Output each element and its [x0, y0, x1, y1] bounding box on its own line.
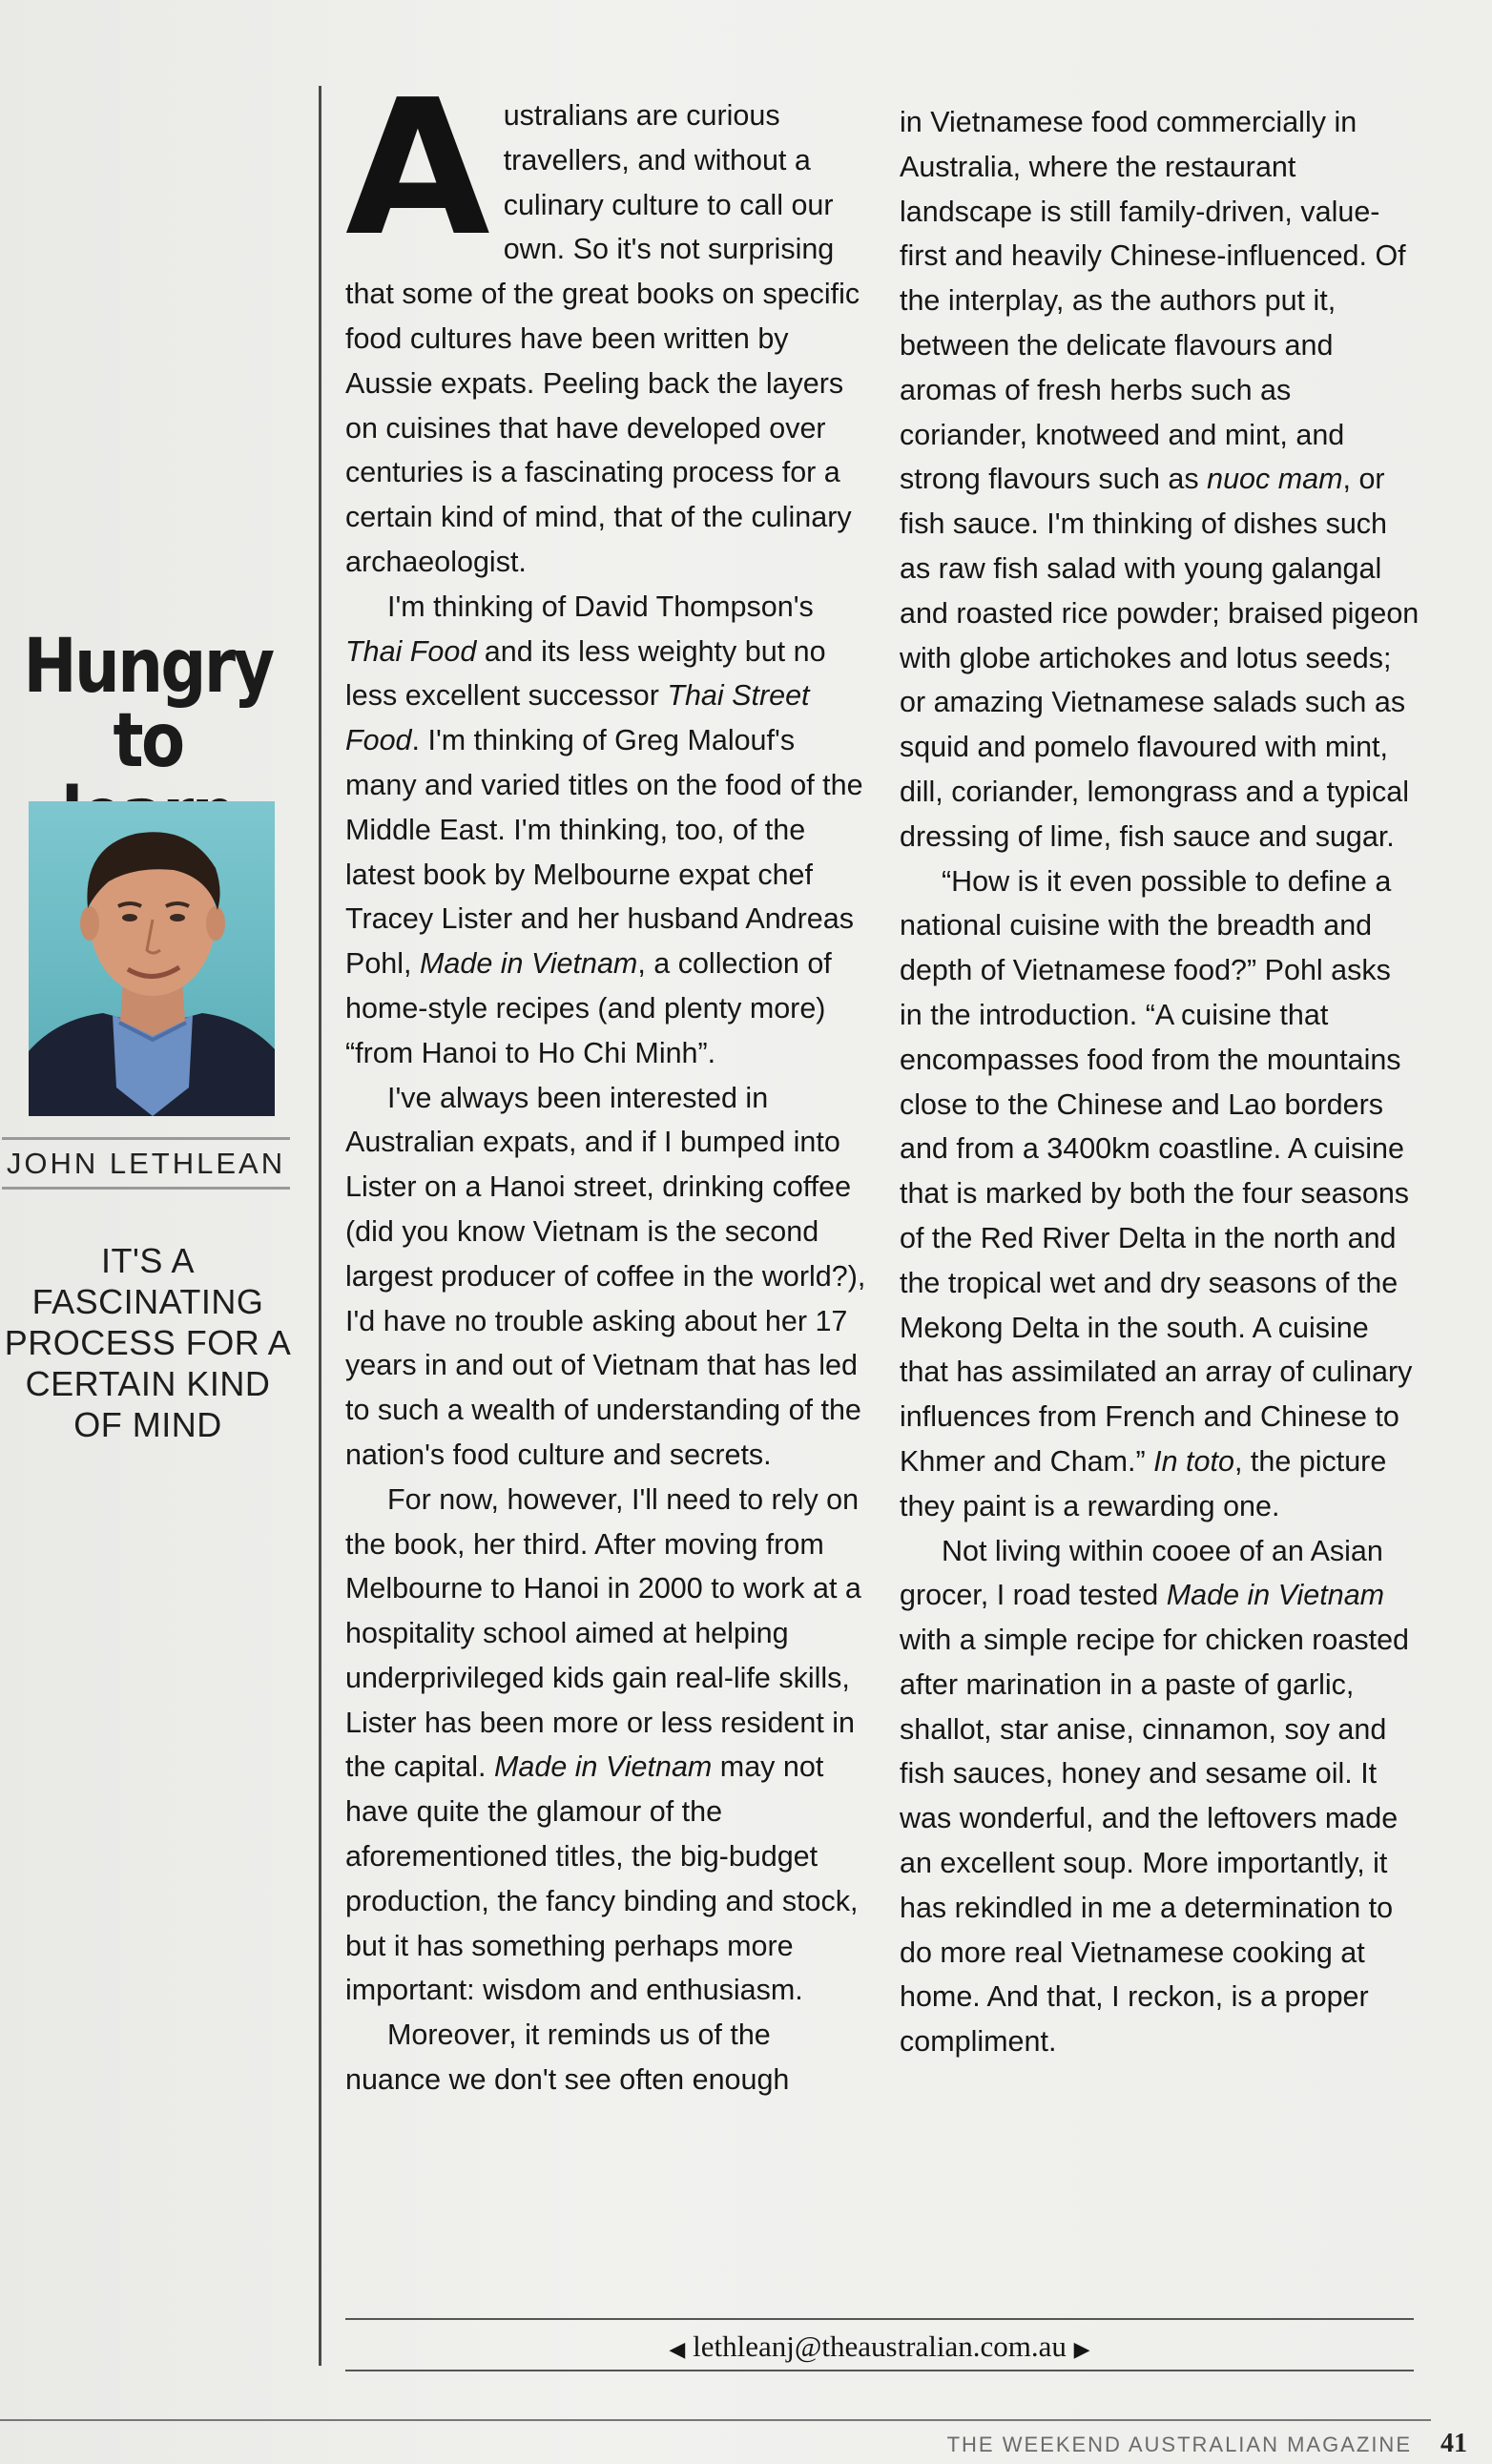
article-paragraph — [345, 60, 870, 585]
author-photo — [29, 801, 275, 1116]
right-triangle-icon: ▶ — [1073, 2336, 1090, 2361]
paragraph-text: and its less weighty but no less excellent successor — [345, 634, 826, 713]
paragraph-text: ustralians are curious travellers, and without a culinary culture to call our own. So it's not surprising that some of the great books on specific food cultures have been written by Aussie expats. Peeling back the layers on cuisines that have developed over centuries is a fascinating process for a certain kind of mind, that of the culinary archaeologist. — [345, 99, 860, 578]
left-triangle-icon: ◀ — [669, 2336, 686, 2361]
paragraph-text: . I'm thinking of Greg Malouf's many and varied titles on the food of the Middle East. I'm thinking, too, of the latest book by Melbourne expat chef Tracey Lister and her husband Andreas Pohl, — [345, 724, 863, 981]
paragraph-text: Not living within cooee of an Asian grocer, I road tested — [900, 1534, 1383, 1612]
author-byline: JOHN LETHLEAN — [6, 1147, 286, 1180]
sidebar — [0, 624, 296, 1444]
author-email[interactable] — [345, 2329, 1414, 2364]
pull-quote-line: OF MIND — [73, 1405, 222, 1444]
pull-quote-line: IT'S A — [101, 1241, 195, 1280]
byline-rule-bottom — [2, 1187, 290, 1190]
article-paragraph — [345, 585, 870, 1076]
book-title: Made in Vietnam — [494, 1750, 713, 1784]
headline-line-1: Hungry — [23, 624, 273, 710]
article-column-2 — [900, 100, 1419, 2064]
article-paragraph — [900, 100, 1419, 859]
paragraph-text: , the picture they paint is a rewarding one. — [900, 1444, 1387, 1522]
byline-rule-top — [2, 1137, 290, 1140]
italic-term: nuoc mam — [1207, 463, 1343, 496]
email-address[interactable]: lethleanj@theaustralian.com.au — [693, 2329, 1067, 2363]
article-paragraph — [900, 1529, 1419, 2065]
paragraph-text: may not have quite the glamour of the aforementioned titles, the big-budget production, the fancy binding and stock, but it has something perhaps more important: wisdom and enthusiasm. — [345, 1750, 859, 2007]
pull-quote-line: PROCESS FOR A — [4, 1323, 292, 1362]
pull-quote — [0, 1240, 296, 1445]
magazine-footer: THE WEEKEND AUSTRALIAN MAGAZINE — [946, 2433, 1412, 2456]
pull-quote-line: FASCINATING — [31, 1282, 264, 1321]
email-rule-bottom — [345, 2370, 1414, 2371]
paragraph-text: “How is it even possible to define a national cuisine with the breadth and depth of Vietnamese food?” Pohl asks in the introduction. “A cuisine that encompasses food from the mountains close to the Chinese and Lao borders and from a 3400km coastline. A cuisine that is marked by both the four seasons of the Red River Delta in the north and the tropical wet and dry seasons of the Mekong Delta in the south. A cuisine that has assimilated an array of culinary influences from French and Chinese to Khmer and Cham.” — [900, 864, 1413, 1478]
page-number: 41 — [1440, 2429, 1467, 2458]
paragraph-text: I'm thinking of David Thompson's — [387, 590, 814, 623]
drop-cap: A — [345, 60, 490, 278]
column-divider — [319, 86, 321, 2366]
article-paragraph — [345, 1478, 870, 2014]
footer-rule — [0, 2419, 1431, 2421]
article-paragraph — [900, 859, 1419, 1529]
paragraph-text: , or fish sauce. I'm thinking of dishes such as raw fish salad with young galangal and roasted rice powder; braised pigeon with globe artichokes and lotus seeds; or amazing Vietnamese salads such as squid and pomelo flavoured with mint, dill, coriander, lemongrass and a typical dressing of lime, fish sauce and sugar. — [900, 463, 1419, 853]
email-rule-top — [345, 2318, 1414, 2320]
book-title: Made in Vietnam — [1166, 1579, 1385, 1612]
book-title: Thai Food — [345, 634, 477, 668]
paragraph-text: in Vietnamese food commercially in Australia, where the restaurant landscape is still family-driven, value-first and heavily Chinese-influenced. Of the interplay, as the authors put it, between the delicate flavours and aromas of fresh herbs such as coriander, knotweed and mint, and strong flavours such as — [900, 106, 1406, 496]
italic-term: In toto — [1153, 1444, 1234, 1478]
paragraph-text: with a simple recipe for chicken roasted after marination in a paste of garlic, shallot, star anise, cinnamon, soy and fish sauces, honey and sesame oil. It was wonderful, and the leftovers made an excellent soup. More importantly, it has rekindled in me a determination to do more real Vietnamese cooking at home. And that, I reckon, is a proper compliment. — [900, 1624, 1409, 2059]
headline-line-2: to — [113, 698, 183, 784]
article-column-1 — [345, 60, 870, 2102]
pull-quote-line: CERTAIN KIND — [25, 1364, 271, 1403]
article-paragraph: I've always been interested in Australian expats, and if I bumped into Lister on a Hanoi street, drinking coffee (did you know Vietnam is the second largest producer of coffee in the world?), I'd have no trouble asking about her 17 years in and out of Vietnam that has led to such a wealth of understanding of the nation's food culture and secrets. — [345, 1081, 866, 1471]
book-title: Made in Vietnam — [420, 947, 638, 981]
paragraph-text: For now, however, I'll need to rely on the book, her third. After moving from Melbourne to Hanoi in 2000 to work at a hospitality school aimed at helping underprivileged kids gain real-life skills, Lister has been more or less resident in the capital. — [345, 1482, 861, 1784]
book-title: Thai Street Food — [345, 679, 810, 757]
paragraph-text: , a collection of home-style recipes (and plenty more) “from Hanoi to Ho Chi Minh”. — [345, 947, 832, 1069]
article-paragraph: Moreover, it reminds us of the nuance we don't see often enough — [345, 2019, 790, 2097]
author-portrait — [29, 801, 275, 1116]
